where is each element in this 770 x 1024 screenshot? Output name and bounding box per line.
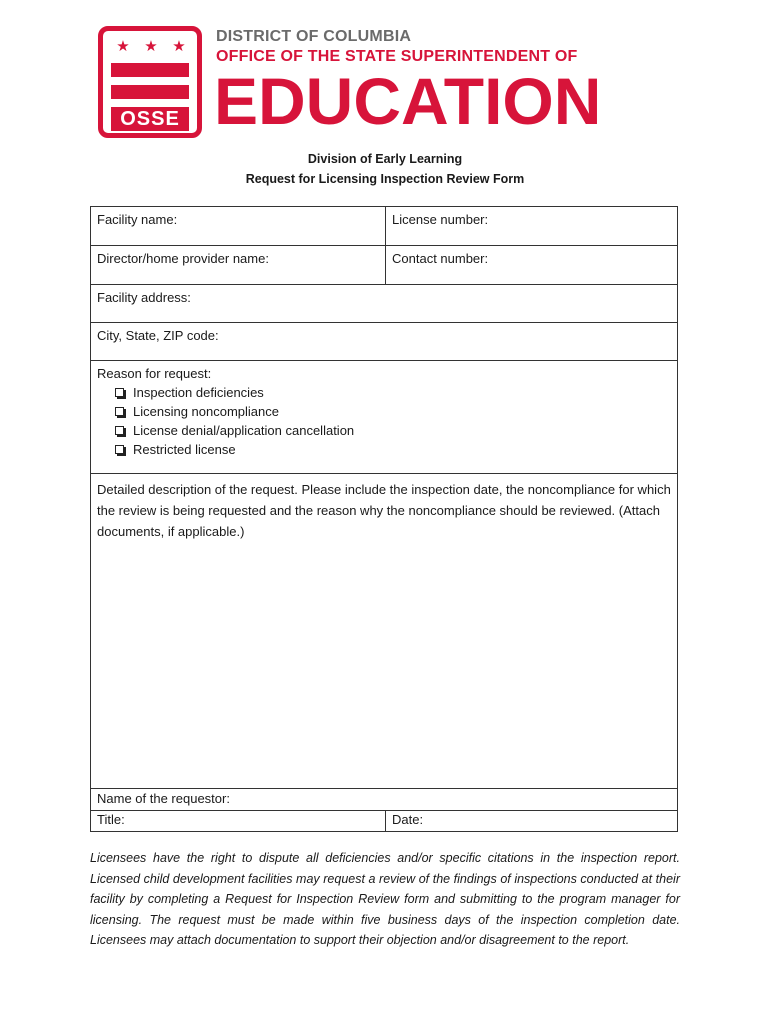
reason-option-label: Inspection deficiencies bbox=[133, 385, 264, 400]
form-row bbox=[91, 361, 677, 474]
title-field[interactable]: Title: bbox=[91, 811, 386, 831]
osse-logo bbox=[98, 26, 202, 138]
form-row bbox=[91, 207, 677, 246]
form-row bbox=[91, 246, 677, 285]
header-line-education: EDUCATION bbox=[214, 64, 602, 138]
checkbox-icon[interactable] bbox=[115, 445, 124, 454]
requestor-name-field[interactable]: Name of the requestor: bbox=[97, 791, 230, 806]
header-line-district: DISTRICT OF COLUMBIA bbox=[216, 28, 412, 45]
checkbox-icon[interactable] bbox=[115, 407, 124, 416]
reason-option[interactable] bbox=[115, 383, 671, 402]
form-row bbox=[91, 285, 677, 323]
license-number-field[interactable]: License number: bbox=[392, 212, 489, 227]
reason-label: Reason for request: bbox=[97, 366, 212, 381]
director-name-field[interactable]: Director/home provider name: bbox=[91, 246, 386, 284]
logo-label: OSSE bbox=[120, 108, 180, 130]
checkbox-icon[interactable] bbox=[115, 426, 124, 435]
stars-icon: ★ ★ ★ bbox=[116, 38, 186, 55]
city-state-zip-field[interactable]: City, State, ZIP code: bbox=[97, 328, 219, 343]
date-field[interactable]: Date: bbox=[392, 812, 424, 827]
form-row bbox=[91, 789, 677, 811]
facility-address-field[interactable]: Facility address: bbox=[97, 290, 191, 305]
description-field[interactable]: Detailed description of the request. Please include the inspection date, the noncompliance for which the review is being requested and the reason why the noncompliance should be reviewed. (Attach documents, if applicable.) bbox=[97, 482, 671, 539]
header-line-office: OFFICE OF THE STATE SUPERINTENDENT OF bbox=[216, 48, 578, 65]
reason-option-label: Restricted license bbox=[133, 442, 236, 457]
form-title: Request for Licensing Inspection Review Form bbox=[245, 172, 525, 186]
reason-option[interactable] bbox=[115, 421, 671, 440]
form-row bbox=[91, 474, 677, 789]
form-row bbox=[91, 323, 677, 361]
logo-bar bbox=[111, 63, 189, 77]
header bbox=[98, 24, 678, 144]
contact-number-field[interactable]: Contact number: bbox=[392, 251, 489, 266]
footnote: Licensees have the right to dispute all deficiencies and/or specific citations in the inspection report. Licensed child development facilities may request a review of the findings of inspections conducted at their facility by completing a Request for Inspection Review form and submitting to the program manager for licensing. The request must be made within five business days of the inspection completion date. Licensees may attach documentation to support their objection and/or disagreement to the report. bbox=[90, 851, 680, 947]
facility-name-field[interactable]: Facility name: bbox=[91, 207, 386, 245]
request-form bbox=[90, 206, 678, 832]
reason-option-label: Licensing noncompliance bbox=[133, 404, 279, 419]
division-title: Division of Early Learning bbox=[307, 152, 463, 166]
reason-option-label: License denial/application cancellation bbox=[133, 423, 355, 438]
reason-section bbox=[91, 361, 677, 473]
form-row bbox=[91, 811, 677, 831]
checkbox-icon[interactable] bbox=[115, 388, 124, 397]
reason-option[interactable] bbox=[115, 440, 671, 459]
logo-bar bbox=[111, 85, 189, 99]
reason-list bbox=[97, 383, 671, 459]
reason-option[interactable] bbox=[115, 402, 671, 421]
